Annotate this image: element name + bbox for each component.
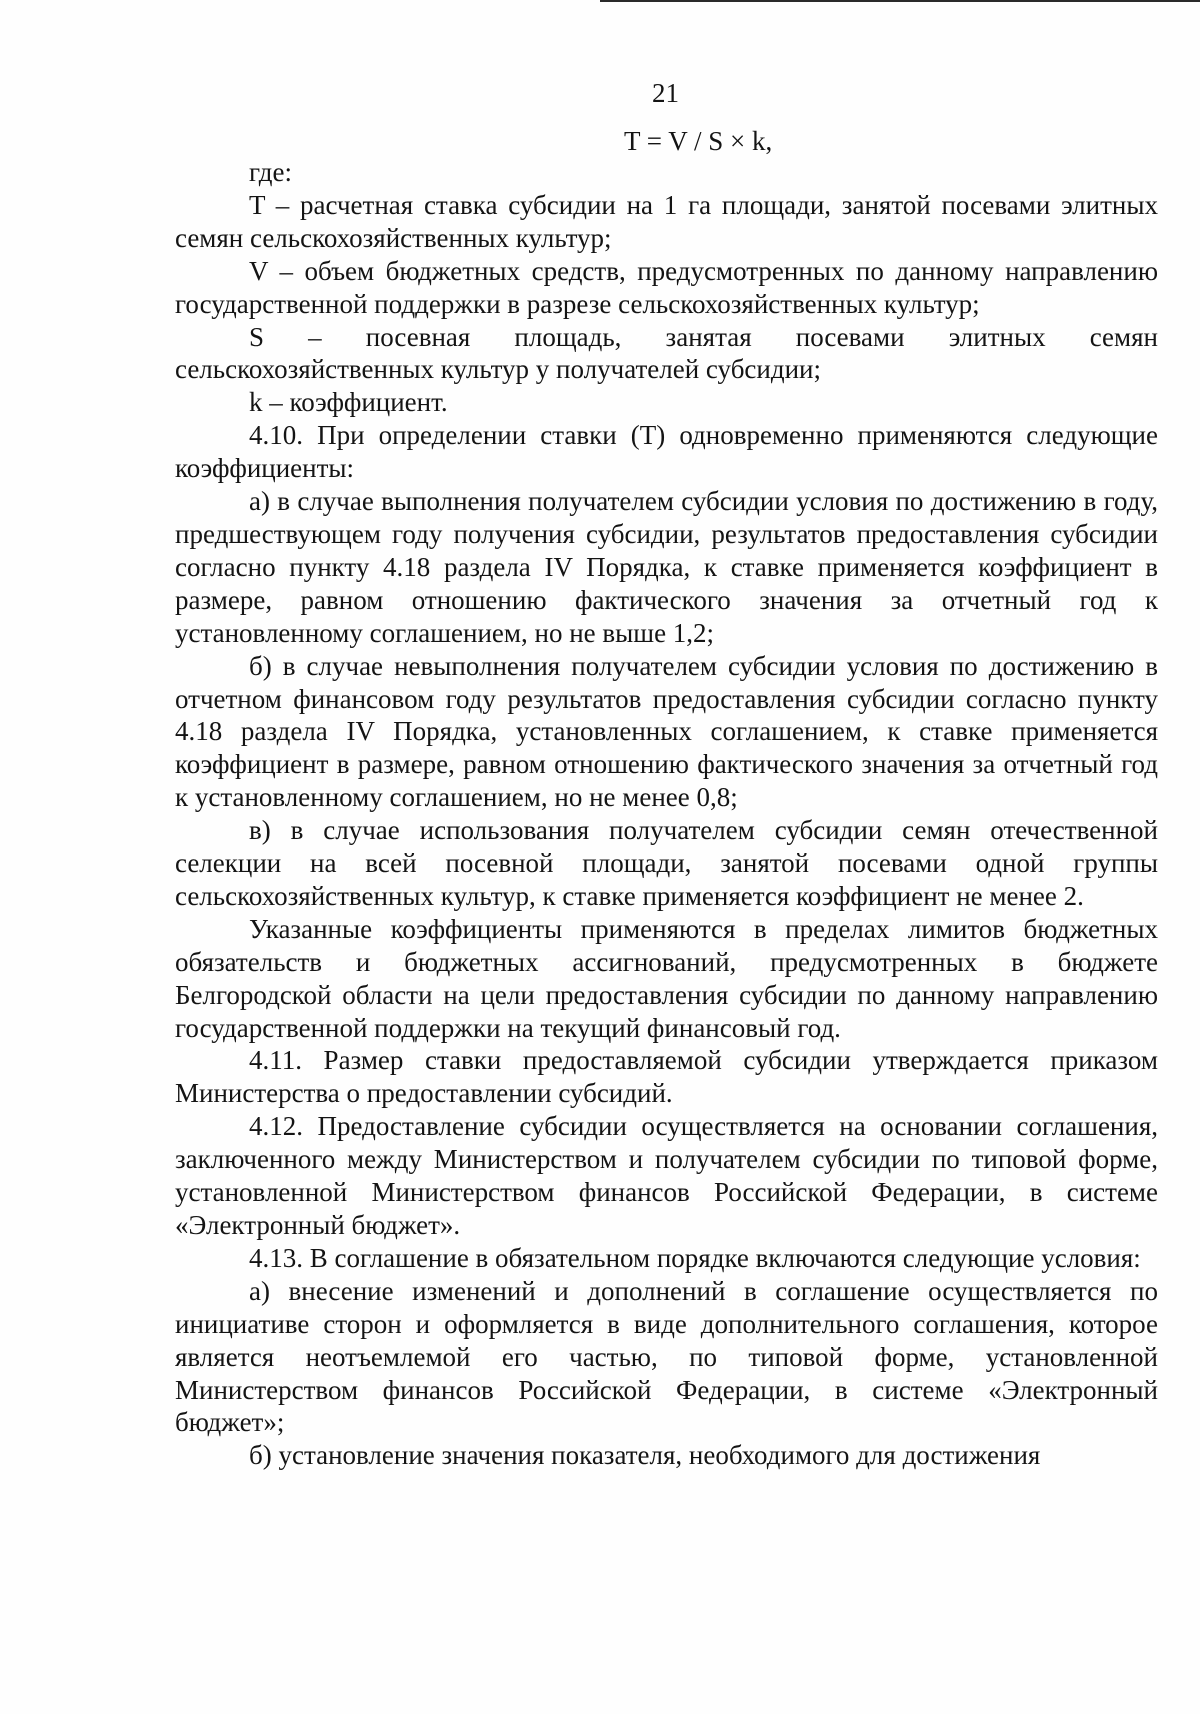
paragraph-t-definition: T – расчетная ставка субсидии на 1 га площади, занятой посевами элитных семян сельскохозяйственных культур;: [175, 189, 1158, 253]
page-number: 21: [652, 78, 679, 108]
paragraph-4-13-b: б) установление значения показателя, необходимого для достижения: [249, 1440, 1041, 1471]
paragraph-4-10-b: б) в случае невыполнения получателем субсидии условия по достижению в отчетном финансовом году результатов предоставления субсидии согласно пункту 4.18 раздела IV Порядка, установленных соглашением, к ставке применяется коэффициент в размере, равном отношению фактического значения за отчетный год к установленному соглашением, но не менее 0,8;: [175, 650, 1158, 813]
paragraph-4-10-v: в) в случае использования получателем субсидии семян отечественной селекции на всей посевной площади, занятой посевами одной группы сельскохозяйственных культур, к ставке применяется коэффициент не менее 2.: [175, 815, 1158, 911]
rate-formula: T = V / S × k,: [624, 126, 773, 156]
paragraph-4-13: 4.13. В соглашение в обязательном порядке включаются следующие условия:: [249, 1242, 1141, 1273]
paragraph-4-11: 4.11. Размер ставки предоставляемой субсидии утверждается приказом Министерства о предоставлении субсидий.: [175, 1045, 1158, 1109]
paragraph-limits: Указанные коэффициенты применяются в пределах лимитов бюджетных обязательств и бюджетных ассигнований, предусмотренных в бюджете Белгородской области на цели предоставления субсидии по данному направлению государственной поддержки на текущий финансовый год.: [175, 913, 1158, 1043]
paragraph-4-12: 4.12. Предоставление субсидии осуществляется на основании соглашения, заключенного между Министерством и получателем субсидии по типовой форме, установленной Министерством финансов Российской Федерации, в системе «Электронный бюджет».: [175, 1111, 1158, 1240]
paragraph-v-definition: V – объем бюджетных средств, предусмотренных по данному направлению государственной поддержки в разрезе сельскохозяйственных культур;: [175, 255, 1158, 319]
document-body: [175, 156, 1158, 1472]
paragraph-4-10: 4.10. При определении ставки (T) одновременно применяются следующие коэффициенты:: [175, 420, 1158, 484]
scan-edge-line: [600, 0, 1200, 2]
paragraph-4-10-a: а) в случае выполнения получателем субсидии условия по достижению в году, предшествующем году получения субсидии, результатов предоставления субсидии согласно пункту 4.18 раздела IV Порядка, к ставке применяется коэффициент в размере, равном отношению фактического значения за отчетный год к установленному соглашением, но не выше 1,2;: [175, 486, 1158, 648]
paragraph-s-definition: S – посевная площадь, занятая посевами элитных семян сельскохозяйственных культур у получателей субсидии;: [175, 321, 1158, 385]
paragraph-where: где:: [249, 157, 292, 187]
paragraph-4-13-a: а) внесение изменений и дополнений в соглашение осуществляется по инициативе сторон и оформляется в виде дополнительного соглашения, которое является неотъемлемой его частью, по типовой форме, установленной Министерством финансов Российской Федерации, в системе «Электронный бюджет»;: [175, 1275, 1158, 1438]
paragraph-k-definition: k – коэффициент.: [249, 387, 448, 418]
